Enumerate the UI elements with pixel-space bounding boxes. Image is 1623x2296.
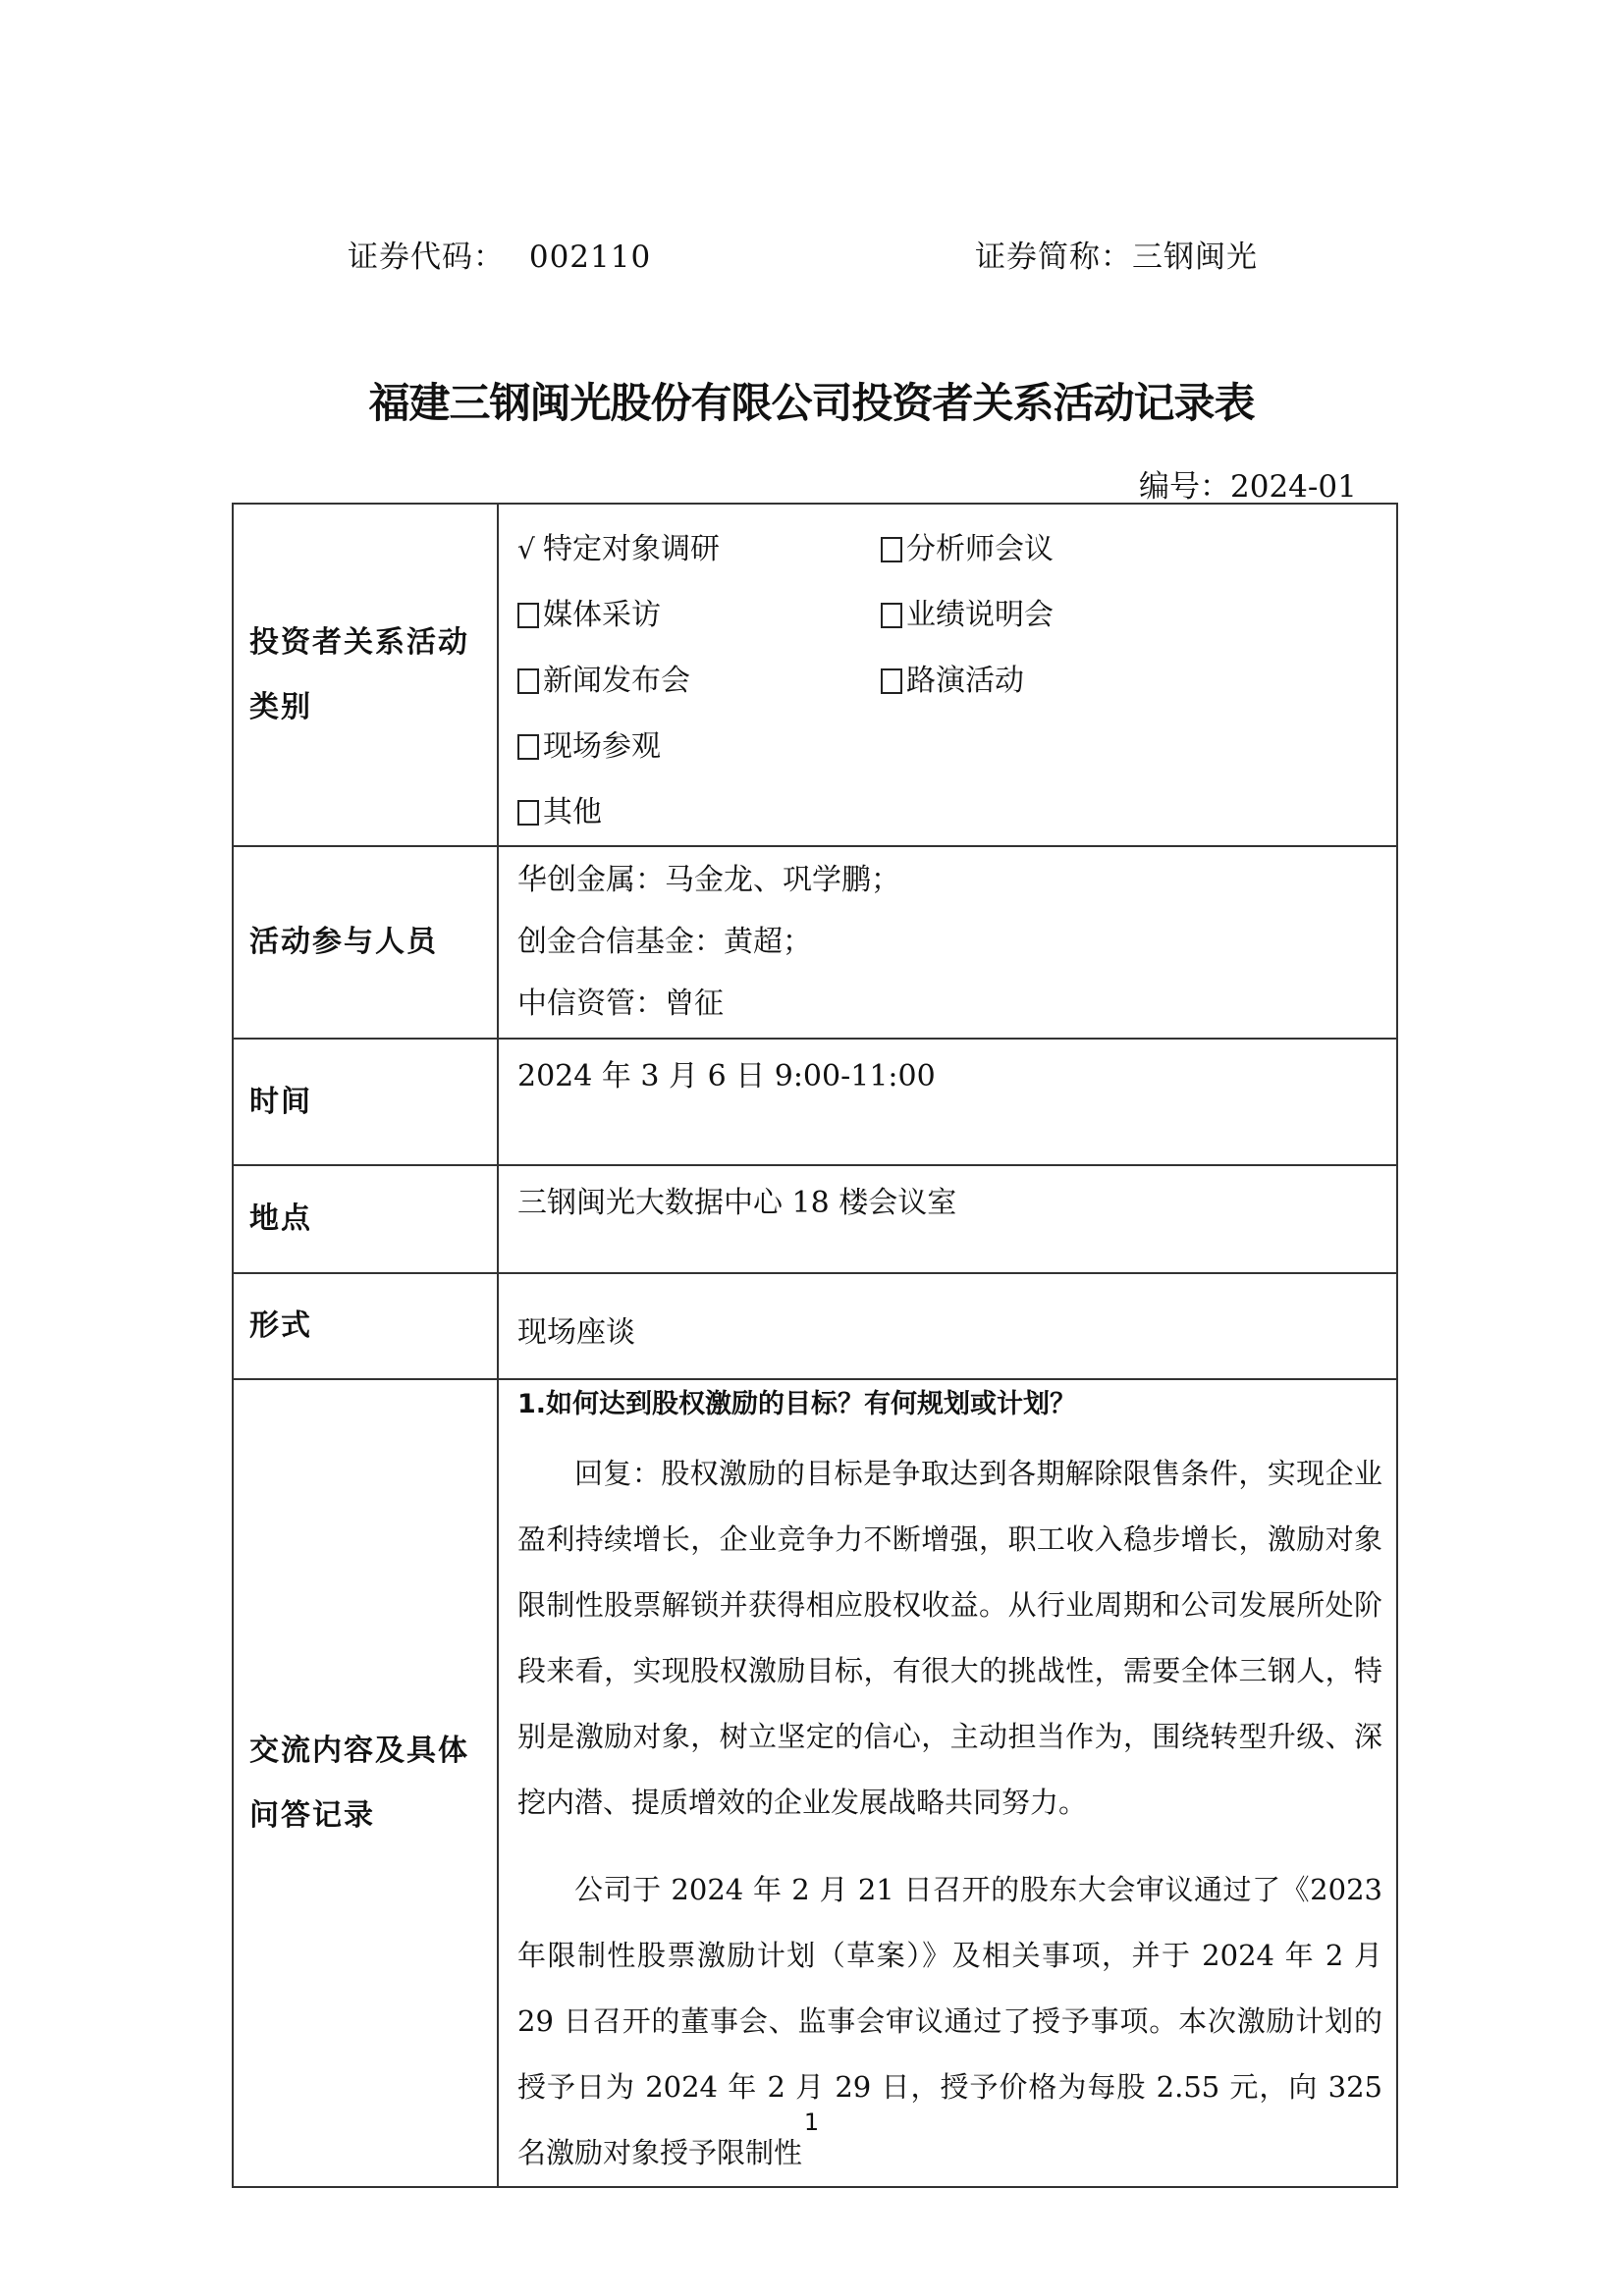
activity-type-option[interactable]: [517, 779, 881, 845]
securities-code-label: 证券代码：: [348, 240, 505, 275]
checkbox-empty-icon[interactable]: [881, 668, 902, 694]
participant-line: 创金合信基金：黄超；: [517, 925, 812, 959]
option-label: 业绩说明会: [906, 598, 1054, 632]
row-participants: [233, 846, 1397, 1039]
activity-type-options: [498, 504, 1397, 846]
option-label: 特定对象调研: [543, 532, 720, 566]
option-label: 现场参观: [543, 729, 661, 764]
activity-type-option[interactable]: [517, 648, 881, 714]
row-time: [233, 1039, 1397, 1165]
activity-type-label: 投资者关系活动类别: [233, 504, 498, 846]
checkbox-empty-icon[interactable]: [517, 668, 539, 694]
qa-label: 交流内容及具体问答记录: [233, 1379, 498, 2187]
checkbox-empty-icon[interactable]: [517, 734, 539, 760]
qa-content: [498, 1379, 1397, 2187]
row-activity-type: [233, 504, 1397, 846]
question-1: 1.如何达到股权激励的目标？有何规划或计划？: [517, 1389, 1077, 1419]
checkmark-icon[interactable]: √: [517, 533, 535, 565]
option-label: 其他: [543, 795, 602, 829]
grid-spacer: [881, 779, 1273, 845]
activity-type-option[interactable]: [881, 648, 1273, 714]
option-label: 路演活动: [906, 664, 1024, 698]
format-label: 形式: [233, 1273, 498, 1379]
row-qa: [233, 1379, 1397, 2187]
row-location: [233, 1165, 1397, 1273]
option-label: 分析师会议: [906, 532, 1054, 566]
location-value: 三钢闽光大数据中心 18 楼会议室: [498, 1165, 1397, 1273]
participant-line: 中信资管：曾征: [517, 987, 724, 1021]
participants-content: [498, 846, 1397, 1039]
activity-type-option[interactable]: [517, 516, 881, 582]
document-title: 福建三钢闽光股份有限公司投资者关系活动记录表: [368, 379, 1255, 427]
securities-abbr-value: 三钢闽光: [1132, 240, 1258, 275]
checkbox-empty-icon[interactable]: [881, 537, 902, 562]
checkbox-empty-icon[interactable]: [881, 603, 902, 628]
securities-abbreviation: [975, 232, 1258, 276]
ir-activity-record-table: [232, 503, 1398, 2188]
format-value: 现场座谈: [498, 1273, 1397, 1379]
activity-type-option[interactable]: [517, 582, 881, 648]
time-value: 2024 年 3 月 6 日 9:00-11:00: [498, 1039, 1397, 1165]
page-number: 1: [803, 2109, 820, 2136]
option-label: 媒体采访: [543, 598, 661, 632]
activity-type-option[interactable]: [881, 582, 1273, 648]
option-label: 新闻发布会: [543, 664, 690, 698]
grid-spacer: [881, 714, 1273, 779]
answer-paragraph: 公司于 2024 年 2 月 21 日召开的股东大会审议通过了《2023 年限制性股票激励计划（草案）》及相关事项，并于 2024 年 2 月 29 日召开的董事会、监事会审议通过了授予事项。本次激励计划的授予日为 2024 年 2 月 29 日，授予价格为每股 2.55 元，向 325 名激励对象授予限制性: [517, 1873, 1382, 2169]
activity-type-option[interactable]: [517, 714, 881, 779]
serial-number: [1139, 461, 1357, 506]
time-label: 时间: [233, 1039, 498, 1165]
serial-label: 编号：: [1139, 469, 1230, 505]
securities-abbr-label: 证券简称：: [975, 240, 1132, 275]
participants-label: 活动参与人员: [233, 846, 498, 1039]
securities-code: [348, 232, 651, 276]
securities-code-value: 002110: [528, 240, 652, 275]
serial-value: 2024-01: [1230, 469, 1357, 505]
checkbox-empty-icon[interactable]: [517, 800, 539, 826]
location-label: 地点: [233, 1165, 498, 1273]
activity-type-option[interactable]: [881, 516, 1273, 582]
checkbox-empty-icon[interactable]: [517, 603, 539, 628]
row-format: [233, 1273, 1397, 1379]
participant-line: 华创金属：马金龙、巩学鹏；: [517, 863, 900, 897]
answer-paragraph: 回复：股权激励的目标是争取达到各期解除限售条件，实现企业盈利持续增长，企业竞争力不断增强，职工收入稳步增长，激励对象限制性股票解锁并获得相应股权收益。从行业周期和公司发展所处阶段来看，实现股权激励目标，有很大的挑战性，需要全体三钢人，特别是激励对象，树立坚定的信心，主动担当作为，围绕转型升级、深挖内潜、提质增效的企业发展战略共同努力。: [517, 1457, 1382, 1819]
